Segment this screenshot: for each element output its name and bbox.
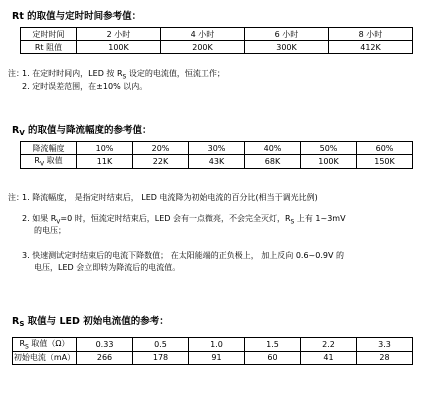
section3-title — [12, 313, 169, 328]
note-item — [22, 192, 318, 203]
subscript: S — [290, 218, 295, 226]
table-row — [21, 155, 413, 169]
table-cell: 1.5 — [245, 338, 301, 352]
current-table — [12, 337, 413, 365]
note-text: =0 时，恒流定时结束后，LED 会有一点微亮，不会完全灭灯，R — [60, 214, 291, 223]
table-cell: 43K — [189, 155, 245, 169]
table-cell — [21, 155, 77, 169]
table-cell: 150K — [357, 155, 413, 169]
table-cell: 30% — [189, 142, 245, 155]
subscript: V — [19, 129, 25, 137]
table-cell: 40% — [245, 142, 301, 155]
table-cell: 6 小时 — [245, 28, 329, 41]
note-number: 2. — [22, 82, 30, 91]
table-cell: 60 — [245, 351, 301, 364]
table-cell: 初始电流（mA） — [13, 353, 76, 363]
section1-title — [12, 8, 141, 22]
table-cell: 0.5 — [133, 338, 189, 352]
notes-label: 注： — [8, 193, 24, 202]
note-text: 定时误差范围，在±10% 以内。 — [32, 82, 148, 91]
table-cell: 10% — [77, 142, 133, 155]
table-cell: 200K — [161, 41, 245, 54]
table-cell: 50% — [301, 142, 357, 155]
table-cell — [13, 338, 77, 352]
subscript: S — [122, 73, 127, 81]
table-cell: 4 小时 — [161, 28, 245, 41]
table-cell: 定时时间 — [21, 28, 77, 41]
table-cell: 1.0 — [189, 338, 245, 352]
table-cell: 11K — [77, 155, 133, 169]
note-continuation: 电压，LED 会立即转为降流后的电流值。 — [34, 263, 181, 272]
table-cell: 300K — [245, 41, 329, 54]
note-number: 1. — [22, 69, 30, 78]
table-cell: 91 — [189, 351, 245, 364]
section1-title-prefix: Rt — [12, 11, 24, 22]
table-cell: 178 — [133, 351, 189, 364]
reduction-table — [20, 141, 413, 169]
table-cell: 60% — [357, 142, 413, 155]
title-part: R — [12, 125, 20, 136]
table-row — [21, 142, 413, 155]
table-cell: 266 — [77, 351, 133, 364]
note-item — [22, 81, 147, 92]
table-cell: 2.2 — [301, 338, 357, 352]
table-cell: Rt 阻值 — [21, 41, 77, 54]
label-part: 取值（Ω） — [28, 339, 70, 348]
table-cell: 2 小时 — [77, 28, 161, 41]
subscript: V — [39, 160, 45, 168]
table-cell: 41 — [301, 351, 357, 364]
title-part: R — [12, 316, 20, 327]
title-part: 的取值与降流幅度的参考值： — [24, 125, 152, 136]
table-cell: 412K — [329, 41, 413, 54]
label-part: 取值 — [44, 156, 63, 165]
note-number: 1. — [22, 193, 30, 202]
table-row — [21, 41, 413, 54]
subscript: S — [25, 343, 29, 351]
table-row — [13, 351, 413, 364]
label-part: R — [19, 339, 26, 348]
note-continuation: 的电压； — [34, 226, 66, 235]
title-part: 取值与 LED 初始电流值的参考： — [24, 316, 169, 327]
note-text: 设定的电流值，恒流工作； — [126, 69, 225, 78]
table-cell: 0.33 — [77, 338, 133, 352]
note-text: 如果 R — [32, 214, 57, 223]
note-number: 2. — [22, 214, 30, 223]
note-item — [22, 250, 344, 261]
notes-label: 注： — [8, 69, 24, 78]
table-cell: 68K — [245, 155, 301, 169]
table-cell: 8 小时 — [329, 28, 413, 41]
note-text: 快速测试定时结束后的电流下降数值； 在太阳能端的正负极上， 加上反向 0.6~0.9V 的 — [32, 251, 344, 260]
table-row — [13, 338, 413, 352]
subscript: V — [56, 218, 61, 226]
table-row — [21, 28, 413, 41]
table-cell: 100K — [301, 155, 357, 169]
label-part: R — [34, 156, 40, 165]
table-cell: 3.3 — [357, 338, 413, 352]
table-cell: 20% — [133, 142, 189, 155]
note-text: 上有 1~3mV — [294, 214, 346, 223]
table-cell: 22K — [133, 155, 189, 169]
note-item — [22, 213, 346, 228]
note-text: 降流幅度， 是指定时结束后， LED 电流降为初始电流的百分比(相当于调光比例) — [32, 193, 318, 202]
table-cell: 100K — [77, 41, 161, 54]
timing-table — [20, 27, 413, 54]
subscript: S — [19, 320, 25, 328]
section2-title — [12, 122, 152, 137]
table-cell: 28 — [357, 351, 413, 364]
note-text: 在定时时间内，LED 按 R — [32, 69, 123, 78]
note-number: 3. — [22, 251, 30, 260]
table-cell: 降流幅度 — [21, 142, 77, 155]
section1-title-rest: 的取值与定时时间参考值： — [23, 11, 142, 22]
